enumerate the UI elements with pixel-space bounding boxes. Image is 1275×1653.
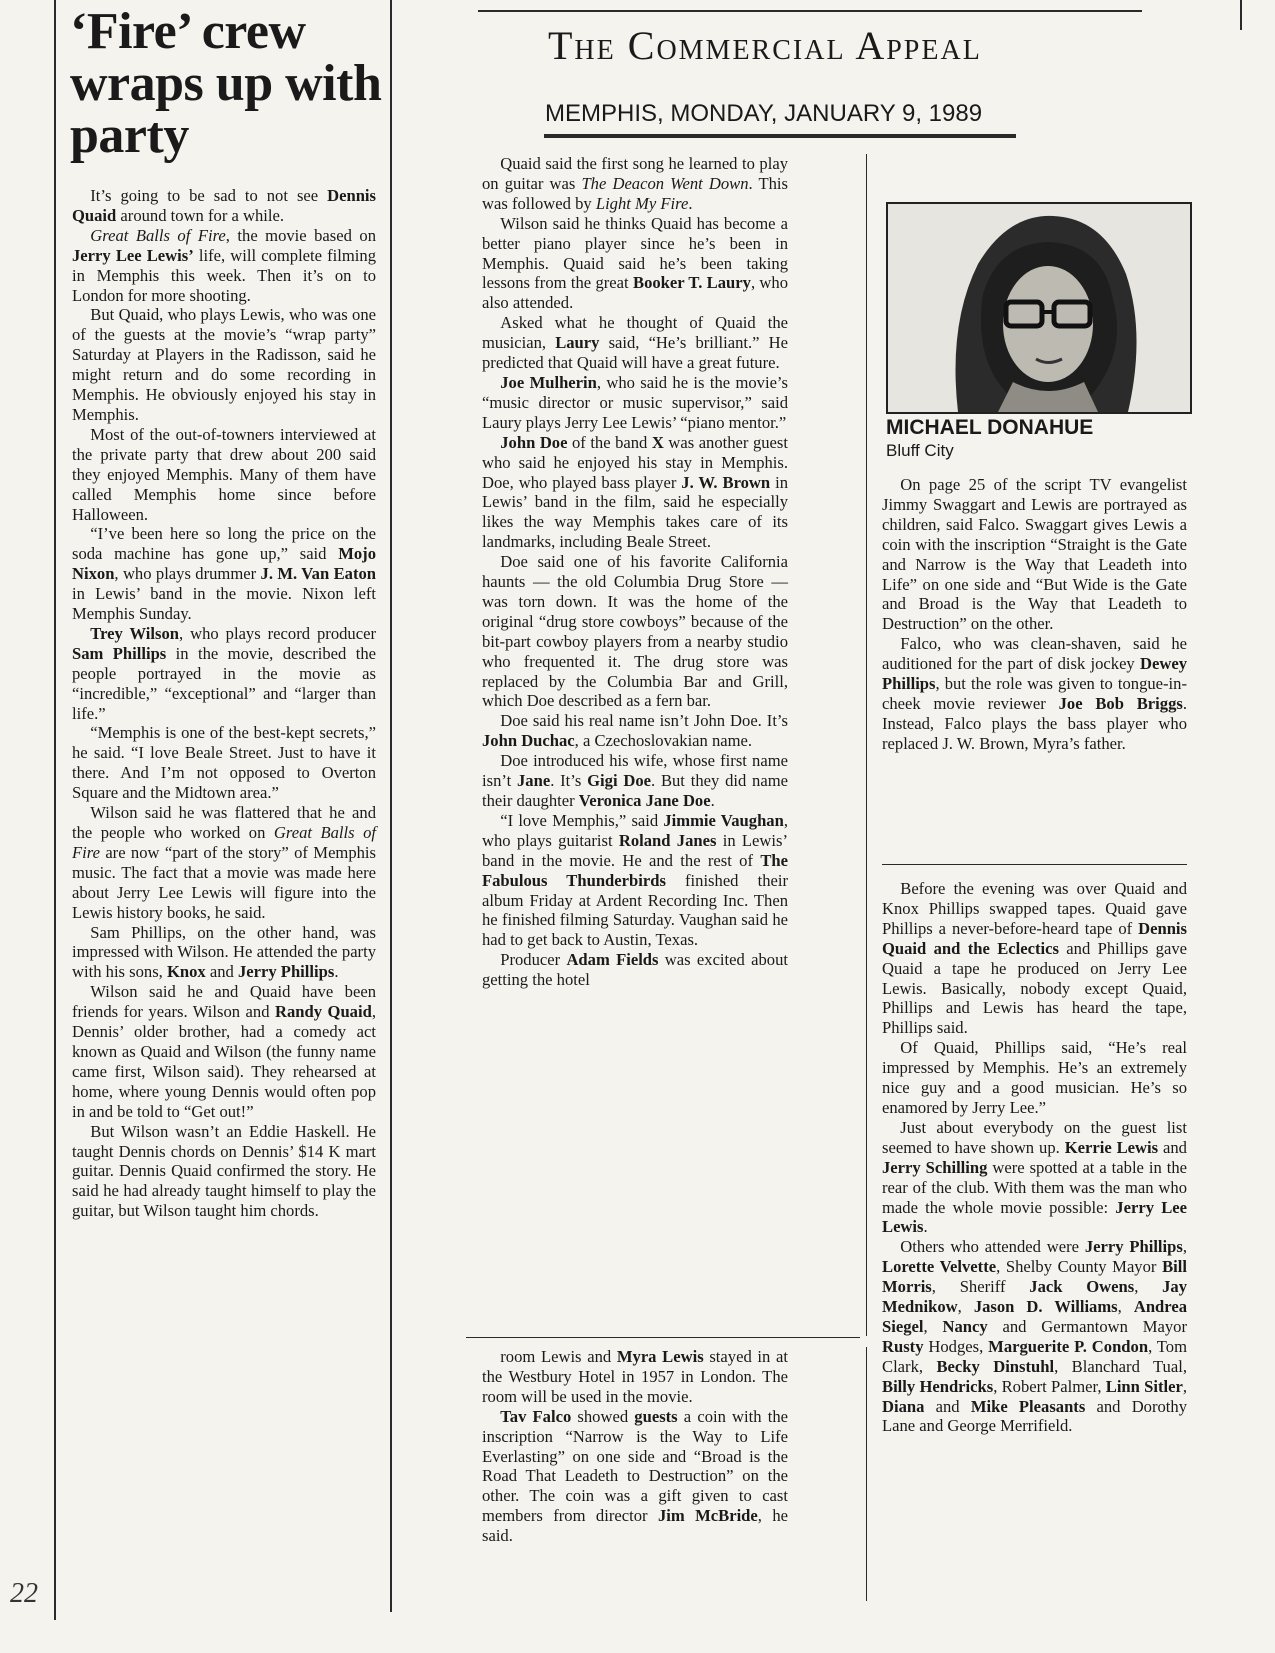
article-paragraph: “I love Memphis,” said Jimmie Vaughan, who plays guitarist Roland Janes in Lewis’ band in the movie. He and the rest of The Fabulous Thunderbirds finished their album Friday at Ardent Recording Inc. Then he finished filming Saturday. Vaughan said he had to get back to Austin, Texas. <box>482 810 788 950</box>
dateline-rule <box>544 134 1016 138</box>
article-paragraph: John Doe of the band X was another guest who said he enjoyed his stay in Memphis. Doe, who played bass player J. W. Brown in Lewis’ band in the film, said he especially likes the way Memphis takes care of its landmarks, including Beale Street. <box>482 432 788 552</box>
section-break-rule <box>882 864 1187 865</box>
headline: ‘Fire’ crew wraps up with party <box>70 3 382 164</box>
article-paragraph: Producer Adam Fields was excited about getting the hotel <box>482 950 788 990</box>
columnist-photo <box>886 202 1192 414</box>
article-paragraph: “Memphis is one of the best-kept secrets,” he said. “I love Beale Street. Just to have it there. And I’m not opposed to Overton Square and the Midtown area.” <box>72 723 376 803</box>
columnist-portrait-illustration <box>888 204 1190 412</box>
article-paragraph: room Lewis and Myra Lewis stayed in at the Westbury Hotel in 1957 in London. The room will be used in the movie. <box>482 1347 788 1406</box>
article-paragraph: Wilson said he was flattered that he and the people who worked on Great Balls of Fire are now “part of the story” of Memphis music. The fact that a movie was made here about Jerry Lee Lewis will figure into the Lewis history books, he said. <box>72 803 376 922</box>
dateline: MEMPHIS, MONDAY, JANUARY 9, 1989 <box>545 100 983 127</box>
byline-name: MICHAEL DONAHUE <box>886 416 1094 439</box>
column-break-rule <box>466 1337 860 1338</box>
article-paragraph: Doe said his real name isn’t John Doe. It’s John Duchac, a Czechoslovakian name. <box>482 711 788 751</box>
column-divider-2-upper <box>866 154 867 1336</box>
article-paragraph: It’s going to be sad to not see Dennis Quaid around town for a while. <box>72 186 376 225</box>
column-divider-1 <box>390 0 392 1612</box>
article-paragraph: Just about everybody on the guest list seemed to have shown up. Kerrie Lewis and Jerry Schilling were spotted at a table in the rear of the club. With them was the man who made the whole movie possible: Jerry Lee Lewis. <box>882 1117 1187 1237</box>
article-paragraph: Before the evening was over Quaid and Knox Phillips swapped tapes. Quaid gave Phillips a never-before-heard tape of Dennis Quaid and the Eclectics and Phillips gave Quaid a tape he produced on Jerry Lee Lewis. Basically, nobody except Quaid, Phillips and Lewis has heard the tape, Phillips said. <box>882 879 1187 1038</box>
article-paragraph: Asked what he thought of Quaid the musician, Laury said, “He’s brilliant.” He predicted that Quaid will have a great future. <box>482 313 788 373</box>
article-paragraph: Great Balls of Fire, the movie based on Jerry Lee Lewis’ life, will complete filming in Memphis this week. Then it’s on to London for more shooting. <box>72 225 376 305</box>
masthead-top-rule <box>478 10 1142 12</box>
article-paragraph: Sam Phillips, on the other hand, was impressed with Wilson. He attended the party with his sons, Knox and Jerry Phillips. <box>72 922 376 982</box>
article-column-2-lower <box>482 1347 788 1546</box>
article-paragraph: But Wilson wasn’t an Eddie Haskell. He taught Dennis chords on Dennis’ $14 K mart guitar. Dennis Quaid confirmed the story. He said he had already taught himself to play the guitar, but Wilson taught him chords. <box>72 1121 376 1221</box>
article-paragraph: Most of the out-of-towners interviewed at the private party that drew about 200 said they enjoyed Memphis. Many of them have called Memphis home since before Halloween. <box>72 424 376 524</box>
article-paragraph: But Quaid, who plays Lewis, who was one of the guests at the movie’s “wrap party” Saturday at Players in the Radisson, said he might return and do some recording in Memphis. He obviously enjoyed his stay in Memphis. <box>72 305 376 424</box>
right-border-rule <box>1240 0 1242 30</box>
article-paragraph: Tav Falco showed guests a coin with the inscription “Narrow is the Way to Life Everlasting” on one side and “Broad is the Road That Leadeth to Destruction” on the other. The coin was a gift given to cast members from director Jim McBride, he said. <box>482 1406 789 1546</box>
article-paragraph: On page 25 of the script TV evangelist Jimmy Swaggart and Lewis are portrayed as children, said Falco. Swaggart gives Lewis a coin with the inscription “Straight is the Gate and Narrow is the Way that Leadeth into Life” on one side and “But Wide is the Gate and Broad is the Way that Leadeth to Destruction” on the other. <box>882 475 1187 634</box>
article-paragraph: Joe Mulherin, who said he is the movie’s “music director or music supervisor,” said Laury plays Jerry Lee Lewis’ “piano mentor.” <box>482 372 788 432</box>
article-column-3-upper <box>882 475 1187 754</box>
column-divider-2-lower <box>866 1347 867 1601</box>
left-border-rule <box>54 0 56 1620</box>
article-paragraph: Falco, who was clean-shaven, said he auditioned for the part of disk jockey Dewey Phillips, but the role was given to tongue-in-cheek movie reviewer Joe Bob Briggs. Instead, Falco plays the bass player who replaced J. W. Brown, Myra’s father. <box>882 634 1187 753</box>
article-paragraph: Of Quaid, Phillips said, “He’s real impressed by Memphis. He’s an extremely nice guy and a good musician. He’s so enamored by Jerry Lee.” <box>882 1038 1187 1117</box>
article-column-1 <box>72 186 376 1221</box>
masthead <box>548 22 1118 69</box>
article-paragraph: Wilson said he thinks Quaid has become a better piano player since he’s been in Memphis. Quaid said he’s been taking lessons from the great Booker T. Laury, who also attended. <box>482 213 789 313</box>
column-name: Bluff City <box>886 441 954 460</box>
article-paragraph: “I’ve been here so long the price on the soda machine has gone up,” said Mojo Nixon, who plays drummer J. M. Van Eaton in Lewis’ band in the movie. Nixon left Memphis Sunday. <box>72 524 377 624</box>
article-paragraph: Others who attended were Jerry Phillips, Lorette Velvette, Shelby County Mayor Bill Morris, Sheriff Jack Owens, Jay Mednikow, Jason D. Williams, Andrea Siegel, Nancy and Germantown Mayor Rusty Hodges, Marguerite P. Condon, Tom Clark, Becky Dinstuhl, Blanchard Tual, Billy Hendricks, Robert Palmer, Linn Sitler, Diana and Mike Pleasants and Dorothy Lane and George Merrifield. <box>882 1237 1188 1436</box>
article-column-3-lower <box>882 879 1187 1436</box>
article-paragraph: Wilson said he and Quaid have been friends for years. Wilson and Randy Quaid, Dennis’ older brother, had a comedy act known as Quaid and Wilson (the funny name came first, Wilson said). They rehearsed at home, where young Dennis would often pop in and be told to “Get out!” <box>72 982 376 1121</box>
article-paragraph: Doe said one of his favorite California haunts — the old Columbia Drug Store — was torn down. It was the home of the original “drug store cowboys” because of the bit-part cowboy players from a nearby studio who frequented it. The drug store was replaced by the Columbia Bar and Grill, which Doe described as a fern bar. <box>482 552 788 711</box>
handwritten-page-number: 22 <box>10 1578 38 1609</box>
article-column-2-upper <box>482 154 788 990</box>
article-paragraph: Quaid said the first song he learned to play on guitar was The Deacon Went Down. This was followed by Light My Fire. <box>482 154 788 213</box>
article-paragraph: Doe introduced his wife, whose first name isn’t Jane. It’s Gigi Doe. But they did name their daughter Veronica Jane Doe. <box>482 751 788 810</box>
masthead-title: The Commercial Appeal <box>548 23 982 68</box>
article-paragraph: Trey Wilson, who plays record producer Sam Phillips in the movie, described the people portrayed in the movie as “incredible,” “exceptional” and “larger than life.” <box>72 623 376 723</box>
